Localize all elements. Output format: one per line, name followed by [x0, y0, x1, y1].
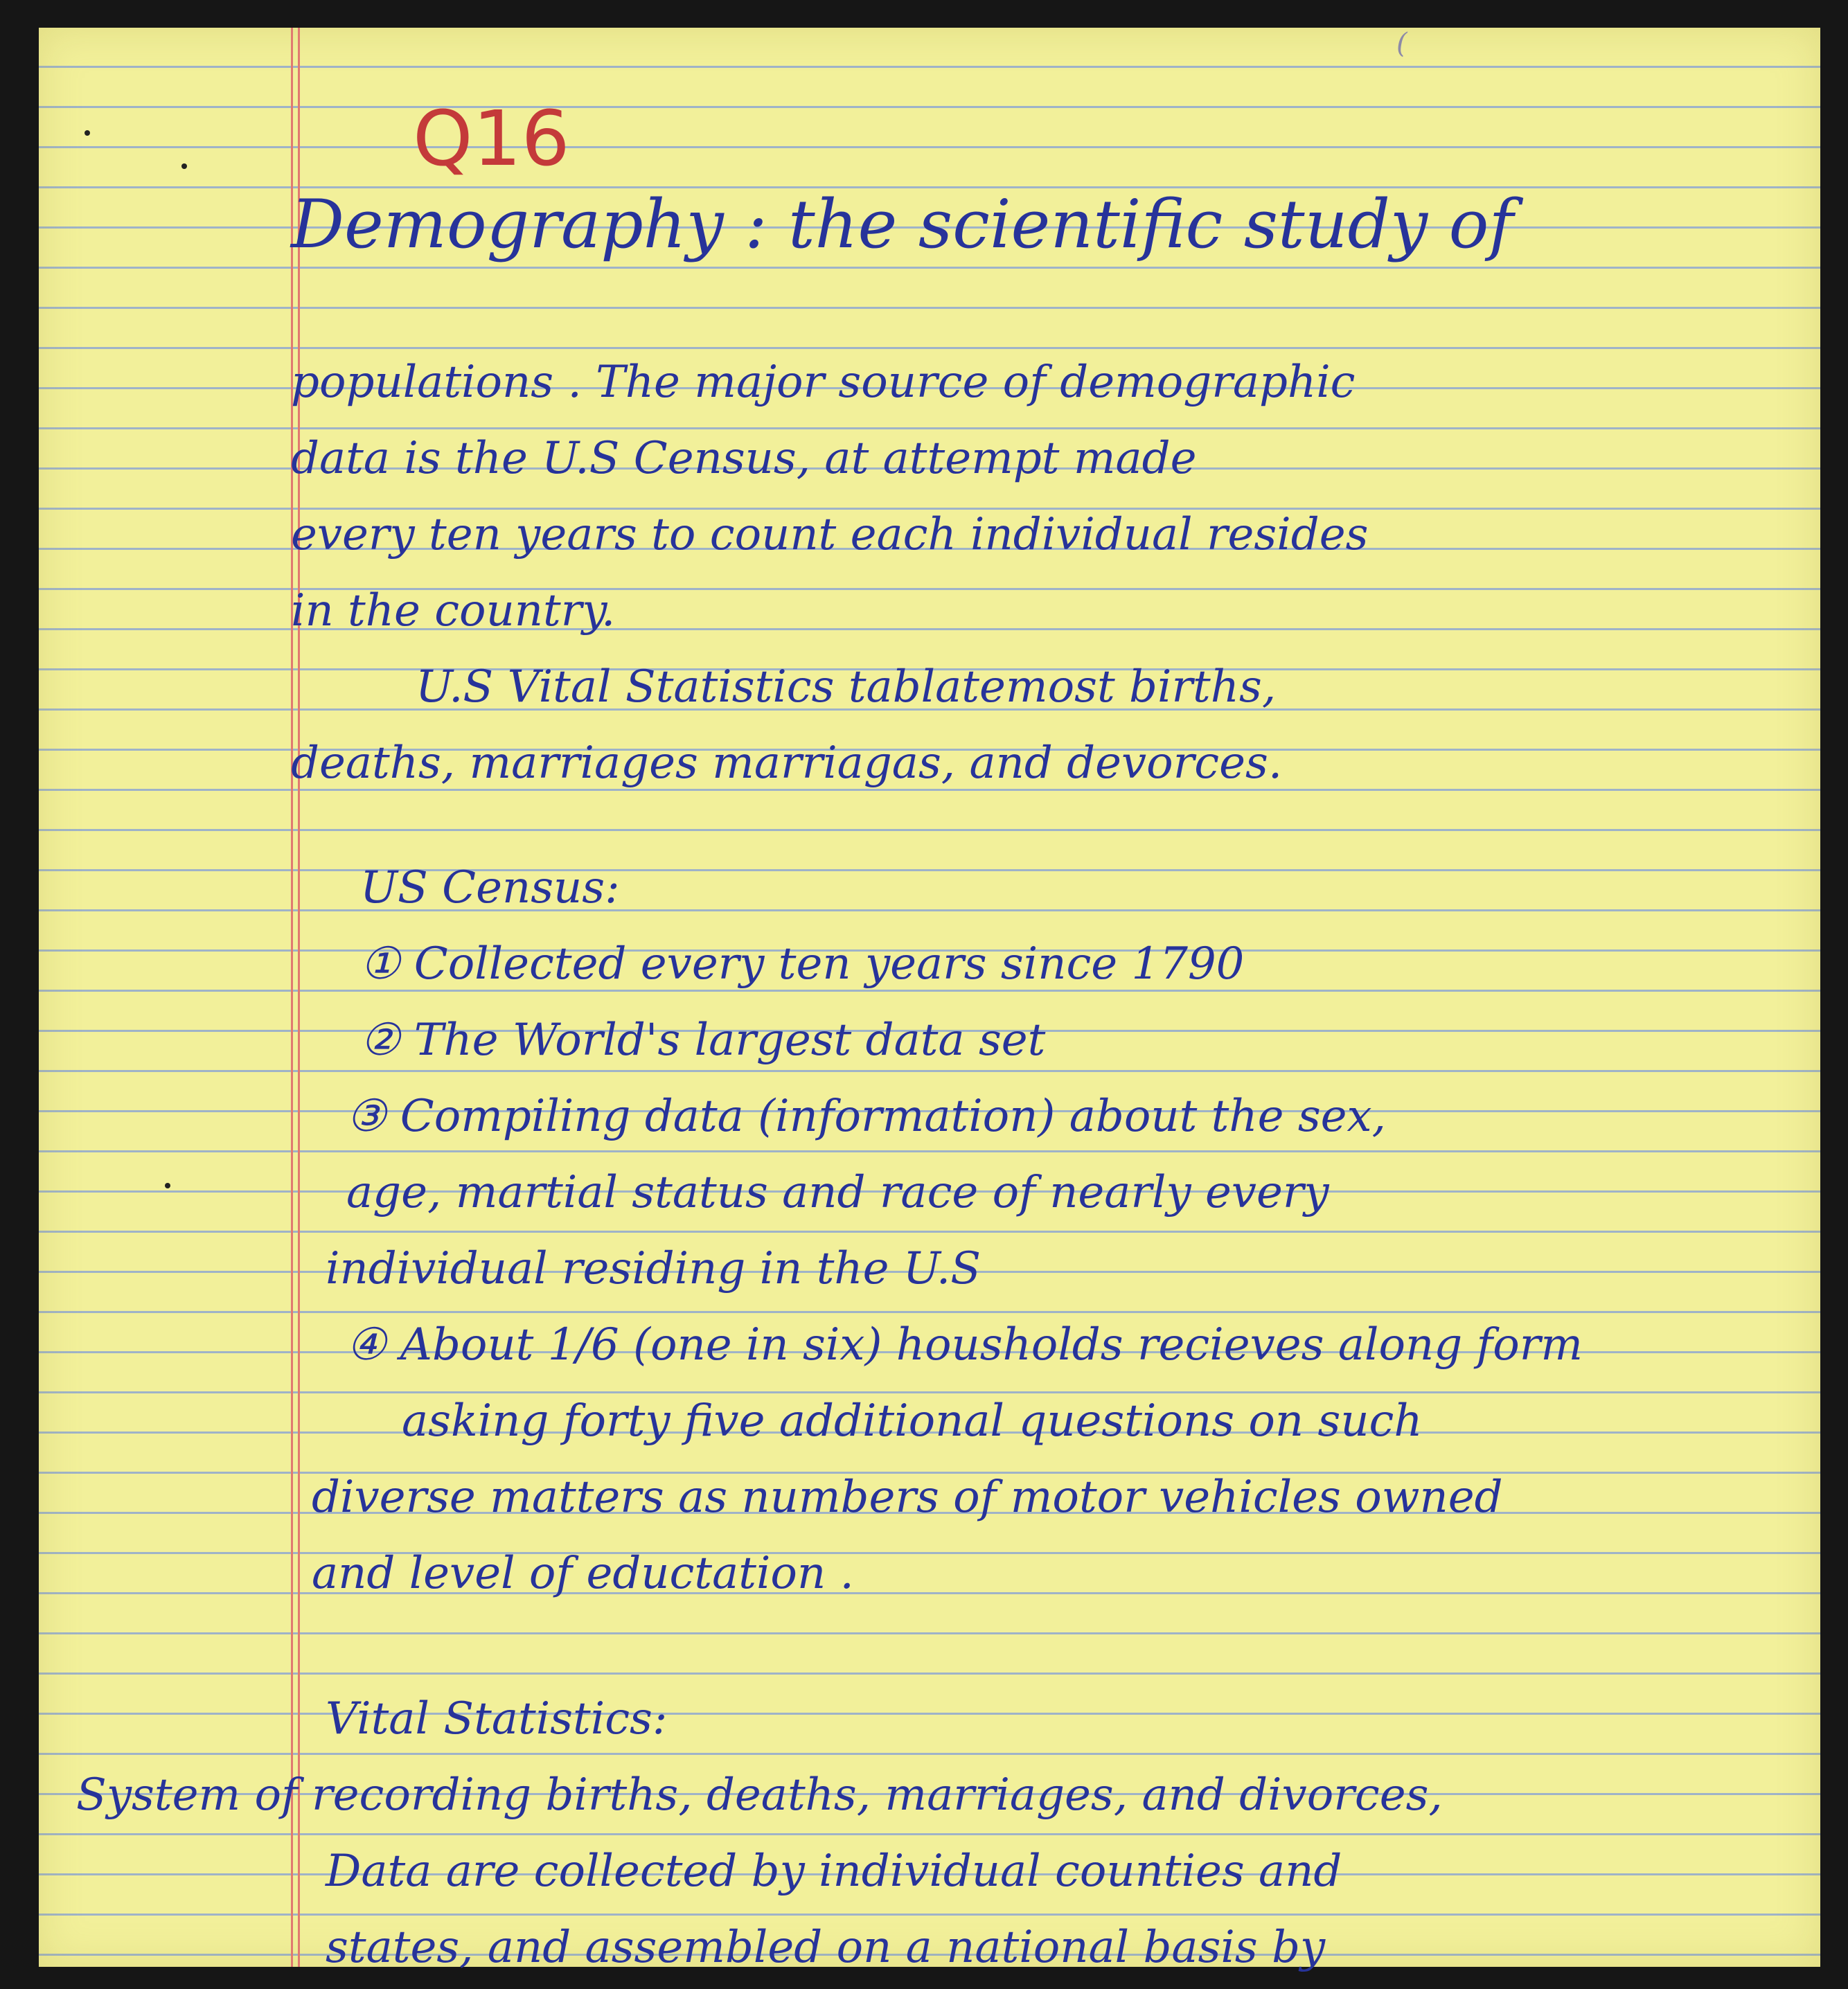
- handwritten-line: Demography : the scientific study of: [291, 186, 1513, 263]
- handwritten-line: age, martial status and race of nearly every: [346, 1167, 1329, 1218]
- handwritten-line: Data are collected by individual counties and: [326, 1846, 1342, 1897]
- margin-line-left: [291, 28, 293, 1967]
- handwritten-line: and level of eductation .: [312, 1548, 854, 1599]
- handwritten-line: every ten years to count each individual resides: [291, 509, 1369, 560]
- handwritten-line: ② The World's largest data set: [360, 1015, 1046, 1066]
- handwritten-line: Vital Statistics:: [326, 1693, 668, 1745]
- handwritten-line: diverse matters as numbers of motor vehicles owned: [312, 1472, 1503, 1523]
- handwritten-line: asking forty five additional questions on such: [402, 1395, 1423, 1447]
- handwritten-line: System of recording births, deaths, marriages, and divorces,: [76, 1769, 1443, 1821]
- punch-hole-mark: [165, 1183, 170, 1188]
- handwritten-line: populations . The major source of demographic: [291, 357, 1356, 408]
- handwritten-line: U.S Vital Statistics tablatemost births,: [416, 661, 1277, 713]
- question-number: Q16: [413, 94, 570, 183]
- notebook-page: [39, 28, 1820, 1973]
- top-scribble: (: [1396, 28, 1407, 60]
- handwritten-line: US Census:: [360, 862, 620, 913]
- punch-hole-mark: [85, 130, 90, 136]
- handwritten-line: ① Collected every ten years since 1790: [360, 938, 1245, 990]
- handwritten-line: ③ Compiling data (information) about the sex,: [346, 1091, 1386, 1142]
- handwritten-line: deaths, marriages marriagas, and devorces.: [291, 738, 1283, 789]
- punch-hole-mark: [181, 163, 187, 169]
- handwritten-line: in the country.: [291, 585, 616, 636]
- handwritten-line: states, and assembled on a national basis by: [326, 1922, 1326, 1973]
- handwritten-line: ④ About 1/6 (one in six) housholds recieves along form: [346, 1319, 1583, 1371]
- margin-line-right: [298, 28, 300, 1967]
- handwritten-line: individual residing in the U.S: [326, 1243, 981, 1294]
- handwritten-line: data is the U.S Census, at attempt made: [291, 433, 1197, 484]
